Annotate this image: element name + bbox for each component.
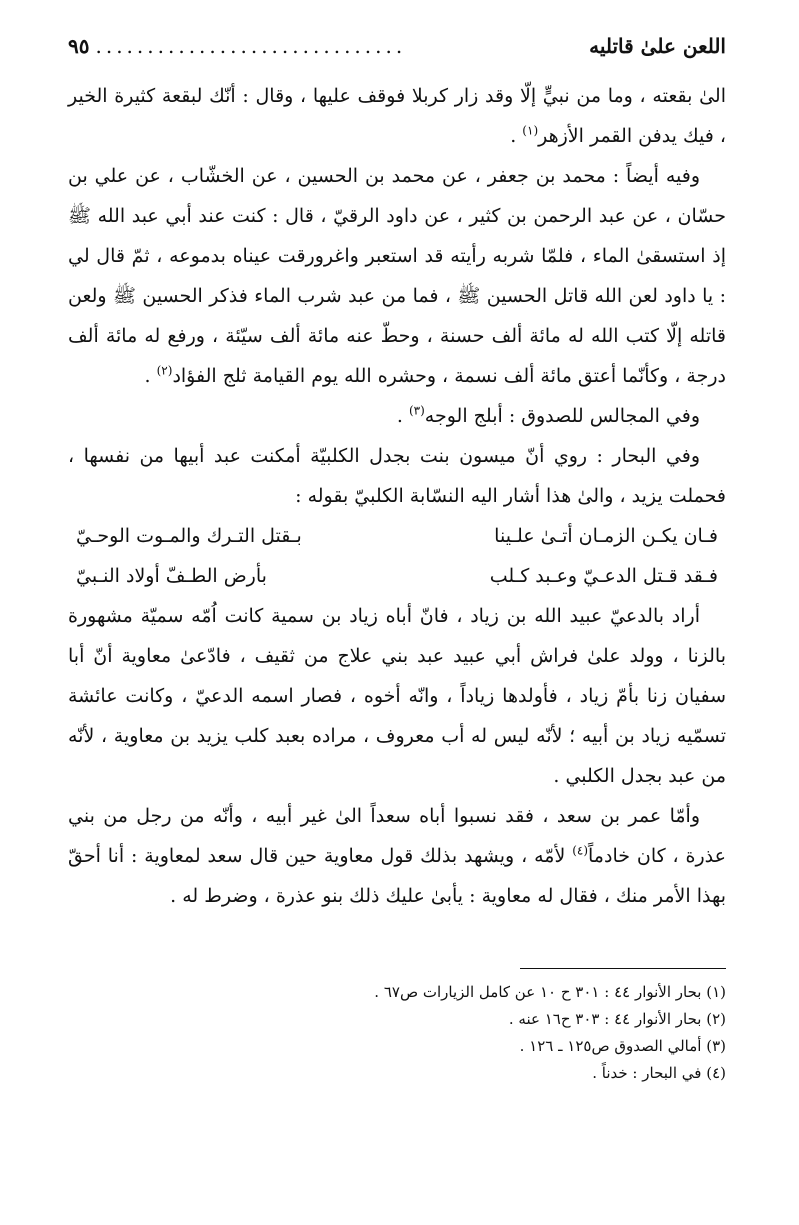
paragraph-6: وأمّا عمر بن سعد ، فقد نسبوا أباه سعداً الىٰ غير أبيه ، وأنّه من رجل من بني عذرة ، كان خادماً$^{(٤)}$ لأمّه ، ويشهد بذلك قول معاوية حين قال سعد لمعاوية : أنا أحقّ بهذا الأمر منك ، فقال له معاوية : يأبىٰ عليك ذلك بنو عذرة ، وضرط له . [68, 805, 726, 907]
paragraph-5: أراد بالدعيّ عبيد الله بن زياد ، فانّ أباه زياد بن سمية كانت اُمّه سميّة مشهورة بالزنا ، وولد علىٰ فراش أبي عبيد عبد بني علاج من ثقيف ، فادّعىٰ معاوية أنّ أبا سفيان زنا بأمّ زياد ، فأولدها زياداً ، وانّه أخوه ، فصار اسمه الدعيّ ، وكانت عائشة تسمّيه زياد بن أبيه ؛ لأنّه ليس له أب معروف ، مراده بعبد كلب يزيد بن معاوية ، لأنّه من عبد بجدل الكلبي . [68, 605, 726, 787]
footnote-divider [520, 968, 726, 969]
main-text [68, 76, 726, 916]
page-number: ٩٥ [68, 34, 90, 58]
footnote-3: (٣) أمالي الصدوق ص١٢٥ ـ ١٢٦ . [519, 1037, 726, 1055]
poem-verse-2 [68, 556, 726, 596]
footnote-ref-3[interactable]: (٣) [408, 403, 425, 418]
footnote-ref-1[interactable]: (١) [522, 123, 539, 138]
footnote-ref-2[interactable]: (٢) [156, 363, 173, 378]
verse-2-first-hemistich: فـقد قـتل الدعـيّ وعـبد كـلب [489, 565, 718, 587]
verse-1-second-hemistich: بـقتل التـرك والمـوت الوحـيّ [76, 525, 302, 547]
verse-2-second-hemistich: بأرض الطـفّ أولاد النـبيّ [76, 565, 267, 587]
verse-1-first-hemistich: فـان يكـن الزمـان أتـىٰ علـينا [494, 525, 718, 547]
footnote-1: (١) بحار الأنوار ٤٤ : ٣٠١ ح ١٠ عن كامل الزيارات ص٦٧ . [374, 983, 726, 1001]
footnote-2: (٢) بحار الأنوار ٤٤ : ٣٠٣ ح١٦ عنه . [508, 1010, 726, 1028]
paragraph-1: الىٰ بقعته ، وما من نبيٍّ إلّا وقد زار كربلا فوقف عليها ، وقال : أنّك لبقعة كثيرة الخير ، فيك يدفن القمر الأزهر$^{(١)}$ . [68, 85, 726, 147]
paragraph-4: وفي البحار : روي أنّ ميسون بنت بجدل الكلبيّة أمكنت عبد أبيها من نفسها ، فحملت يزيد ، والىٰ هذا أشار اليه النسّابة الكلبيّ بقوله : [68, 445, 726, 507]
running-header [68, 24, 726, 68]
footnotes [68, 979, 726, 1087]
paragraph-3: وفي المجالس للصدوق : أبلج الوجه$^{(٣)}$ . [396, 403, 700, 427]
paragraph-2: وفيه أيضاً : محمد بن جعفر ، عن محمد بن الحسين ، عن الخشّاب ، عن علي بن حسّان ، عن عبد الرحمن بن كثير ، عن داود الرقيّ ، قال : كنت عند أبي عبد الله ﷺ إذ استسقىٰ الماء ، فلمّا شربه رأيته قد استعبر واغرورقت عيناه بدموعه ، ثمّ قال لي : يا داود لعن الله قاتل الحسين ﷺ ، فما من عبد شرب الماء فذكر الحسين ﷺ ولعن قاتله إلّا كتب الله له مائة ألف حسنة ، وحطّ عنه مائة ألف سيّئة ، ورفع له مائة ألف درجة ، وكأنّما أعتق مائة ألف نسمة ، وحشره الله يوم القيامة ثلج الفؤاد$^{(٢)}$ . [68, 165, 726, 387]
footnote-ref-4[interactable]: (٤) [572, 843, 589, 858]
chapter-title: اللعن علىٰ قاتليه [589, 34, 726, 58]
poem-verse-1 [68, 516, 726, 556]
footnote-4: (٤) في البحار : خدناً . [592, 1064, 726, 1082]
leader-dots: .............................. [95, 34, 407, 58]
